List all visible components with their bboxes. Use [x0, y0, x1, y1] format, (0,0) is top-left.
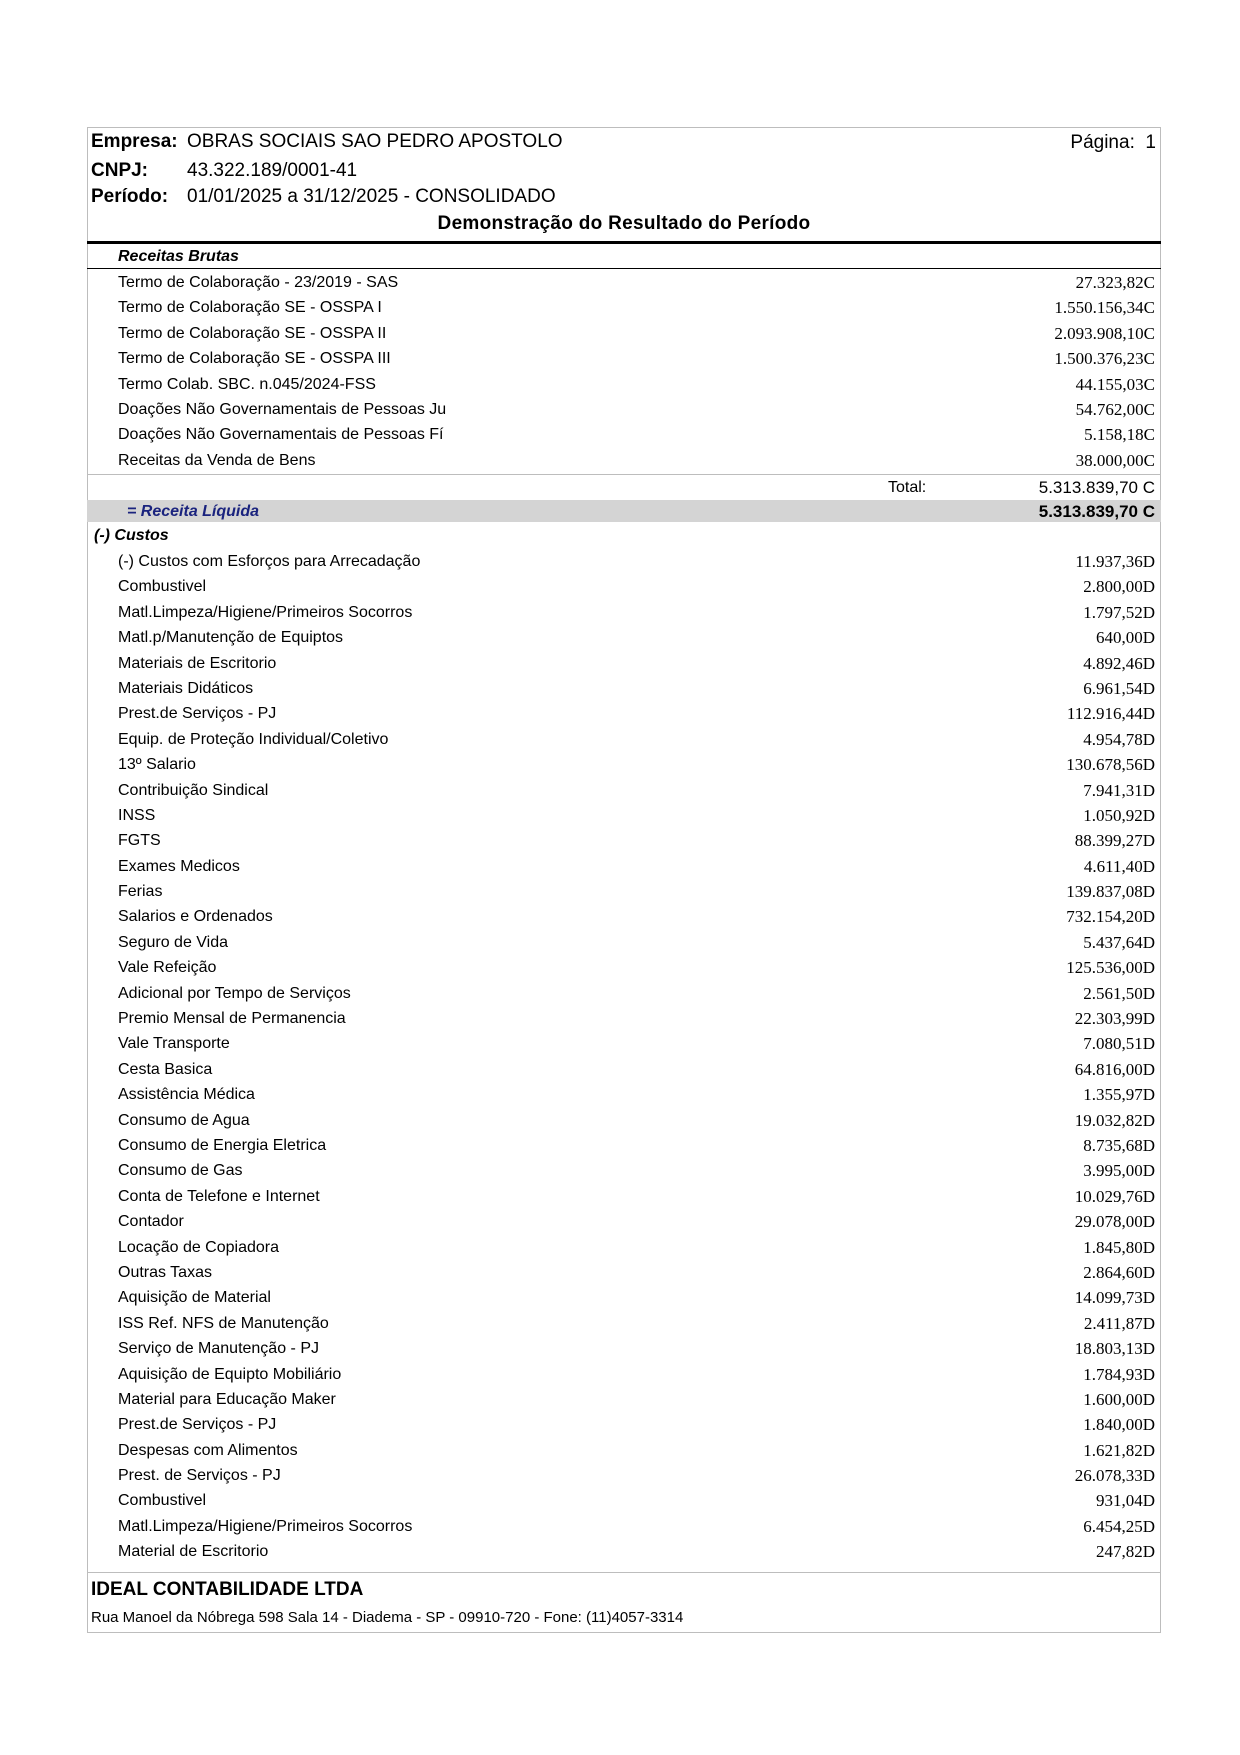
custo-label: 13º Salario: [118, 756, 196, 774]
custo-label: Combustivel: [118, 1492, 207, 1510]
custo-dc-flag: D: [1142, 628, 1155, 648]
receita-dc-flag: C: [1143, 425, 1155, 445]
receita-liquida-row: [87, 500, 1161, 522]
receita-amount: 2.093.908,10: [1054, 323, 1144, 343]
custo-dc-flag: D: [1142, 577, 1155, 597]
custo-amount: 125.536,00: [1066, 958, 1143, 978]
receitas-heading: Receitas Brutas: [118, 248, 239, 265]
custo-amount: 3.995,00: [1083, 1161, 1143, 1181]
custo-row: [87, 1057, 1161, 1082]
custo-row: [87, 1108, 1161, 1133]
receita-label: Termo Colab. SBC. n.045/2024-FSS: [118, 375, 376, 393]
custo-label: Matl.Limpeza/Higiene/Primeiros Socorros: [118, 1517, 413, 1535]
custo-amount: 1.050,92: [1083, 805, 1143, 825]
custo-label: FGTS: [118, 832, 161, 850]
receita-amount: 44.155,03: [1075, 374, 1144, 394]
custo-row: [87, 1387, 1161, 1412]
custo-value: [1075, 1060, 1155, 1080]
custo-row: [87, 574, 1161, 599]
custo-row: [87, 600, 1161, 625]
custo-dc-flag: D: [1142, 1542, 1155, 1562]
receita-row: [87, 295, 1161, 320]
custo-amount: 2.864,60: [1083, 1262, 1143, 1282]
receita-row: [87, 448, 1161, 473]
custo-amount: 6.961,54: [1083, 678, 1143, 698]
custo-amount: 2.800,00: [1083, 577, 1143, 597]
custo-value: [1084, 1314, 1155, 1334]
custo-value: [1083, 1161, 1155, 1181]
custo-dc-flag: D: [1142, 1288, 1155, 1308]
custo-dc-flag: D: [1142, 1516, 1155, 1536]
custo-label: Aquisição de Equipto Mobiliário: [118, 1365, 342, 1383]
empresa-label: Empresa:: [91, 131, 178, 152]
custo-dc-flag: D: [1142, 1009, 1155, 1029]
custo-label: Locação de Copiadora: [118, 1238, 280, 1256]
custo-value: [1096, 628, 1155, 648]
custo-value: [1066, 755, 1155, 775]
custo-row: [87, 778, 1161, 803]
custo-value: [1083, 1034, 1155, 1054]
custo-dc-flag: D: [1142, 552, 1155, 571]
custo-label: Consumo de Gas: [118, 1162, 243, 1180]
custo-amount: 732.154,20: [1066, 907, 1143, 927]
custo-value: [1075, 552, 1155, 572]
report-title: Demonstração do Resultado do Período: [437, 213, 811, 234]
custo-row: [87, 981, 1161, 1006]
custo-label: ISS Ref. NFS de Manutenção: [118, 1314, 329, 1332]
receita-row: [87, 270, 1161, 295]
custo-value: [1083, 984, 1155, 1004]
custo-amount: 247,82: [1095, 1542, 1143, 1562]
receita-dc-flag: C: [1143, 323, 1155, 343]
receita-amount: 1.550.156,34: [1054, 298, 1144, 318]
receita-value: [1054, 324, 1155, 344]
custo-row: [87, 1438, 1161, 1463]
custo-row: [87, 879, 1161, 904]
custo-amount: 1.600,00: [1083, 1389, 1143, 1409]
custo-label: Contribuição Sindical: [118, 781, 269, 799]
receita-label: Termo de Colaboração SE - OSSPA III: [118, 350, 391, 368]
custo-row: [87, 1209, 1161, 1234]
custo-value: [1083, 1390, 1155, 1410]
custo-value: [1083, 933, 1155, 953]
receita-label: Termo de Colaboração SE - OSSPA I: [118, 299, 382, 317]
custo-value: [1083, 806, 1155, 826]
receita-amount: 54.762,00: [1075, 399, 1144, 419]
custo-row: [87, 1235, 1161, 1260]
custo-row: [87, 1362, 1161, 1387]
receita-row: [87, 346, 1161, 371]
custo-label: Outras Taxas: [118, 1263, 212, 1281]
custo-dc-flag: D: [1142, 1237, 1155, 1257]
custo-label: INSS: [118, 806, 156, 824]
custo-dc-flag: D: [1142, 780, 1155, 800]
custo-amount: 10.029,76: [1074, 1186, 1143, 1206]
custo-label: Vale Transporte: [118, 1035, 230, 1053]
footer-company: IDEAL CONTABILIDADE LTDA: [91, 1579, 364, 1600]
receita-label: Termo de Colaboração - 23/2019 - SAS: [118, 274, 399, 291]
custo-row: [87, 1539, 1161, 1564]
custo-dc-flag: D: [1142, 1262, 1155, 1282]
custo-amount: 26.078,33: [1074, 1466, 1143, 1486]
custo-row: [87, 1285, 1161, 1310]
receita-dc-flag: C: [1143, 273, 1155, 292]
custo-value: [1083, 1085, 1155, 1105]
custo-amount: 4.611,40: [1083, 856, 1143, 876]
custo-label: Materiais Didáticos: [118, 679, 254, 697]
custo-label: Conta de Telefone e Internet: [118, 1187, 320, 1205]
receita-value: [1076, 451, 1155, 471]
custo-amount: 130.678,56: [1066, 755, 1143, 775]
custo-row: [87, 1158, 1161, 1183]
custo-value: [1083, 603, 1155, 623]
custo-value: [1075, 831, 1155, 851]
custo-label: Prest.de Serviços - PJ: [118, 705, 277, 723]
custo-amount: 4.954,78: [1083, 729, 1143, 749]
custo-dc-flag: D: [1142, 653, 1155, 673]
custo-dc-flag: D: [1142, 704, 1155, 724]
receita-amount: 5.158,18: [1084, 425, 1144, 445]
custo-amount: 4.892,46: [1083, 653, 1143, 673]
custo-amount: 1.355,97: [1083, 1085, 1143, 1105]
custo-dc-flag: D: [1142, 958, 1155, 978]
custos-list: [87, 549, 1161, 1565]
custo-dc-flag: D: [1142, 1389, 1155, 1409]
pagina-label: Página:: [1070, 132, 1135, 153]
custo-dc-flag: D: [1142, 1186, 1155, 1206]
custo-amount: 19.032,82: [1074, 1110, 1143, 1130]
receita-label: Termo de Colaboração SE - OSSPA II: [118, 324, 387, 342]
custo-amount: 931,04: [1095, 1491, 1143, 1511]
receita-label: Doações Não Governamentais de Pessoas Fí: [118, 426, 444, 444]
custo-label: Adicional por Tempo de Serviços: [118, 984, 351, 1002]
custo-dc-flag: D: [1142, 678, 1155, 698]
custo-amount: 14.099,73: [1074, 1288, 1143, 1308]
custo-value: [1083, 1263, 1155, 1283]
custo-label: Consumo de Energia Eletrica: [118, 1136, 327, 1154]
custo-row: [87, 752, 1161, 777]
receita-amount: 27.323,82: [1075, 273, 1144, 292]
custo-dc-flag: D: [1142, 1364, 1155, 1384]
custo-value: [1083, 1415, 1155, 1435]
custo-row: [87, 1184, 1161, 1209]
custo-value: [1096, 1542, 1155, 1562]
periodo-label: Período:: [91, 186, 169, 207]
custo-label: Combustivel: [118, 578, 207, 596]
receita-row: [87, 397, 1161, 422]
custo-value: [1083, 1238, 1155, 1258]
custo-dc-flag: D: [1142, 1161, 1155, 1181]
custo-dc-flag: D: [1142, 1212, 1155, 1232]
custo-amount: 5.437,64: [1083, 932, 1143, 952]
custo-value: [1083, 1517, 1155, 1537]
custo-label: Materiais de Escritorio: [118, 654, 277, 672]
custo-row: [87, 701, 1161, 726]
custo-amount: 29.078,00: [1074, 1212, 1143, 1232]
custo-amount: 112.916,44: [1066, 704, 1143, 724]
receita-amount: 1.500.376,23: [1054, 349, 1144, 369]
receita-value: [1076, 400, 1155, 420]
custo-amount: 2.561,50: [1083, 983, 1143, 1003]
custo-row: [87, 1514, 1161, 1539]
empresa-value: OBRAS SOCIAIS SAO PEDRO APOSTOLO: [187, 131, 563, 152]
custo-label: Cesta Basica: [118, 1060, 213, 1078]
cnpj-label: CNPJ:: [91, 160, 149, 181]
custo-row: [87, 930, 1161, 955]
empresa-row: [91, 131, 563, 153]
custo-row: [87, 1260, 1161, 1285]
title-divider: [87, 241, 1161, 244]
custo-amount: 139.837,08: [1066, 882, 1143, 902]
custo-label: Despesas com Alimentos: [118, 1441, 298, 1459]
custo-label: (-) Custos com Esforços para Arrecadação: [118, 553, 421, 570]
receita-value: [1076, 375, 1155, 395]
custo-label: Matl.p/Manutenção de Equiptos: [118, 629, 344, 647]
custo-amount: 18.803,13: [1074, 1339, 1143, 1359]
custo-label: Vale Refeição: [118, 959, 217, 977]
custo-amount: 8.735,68: [1083, 1135, 1143, 1155]
custo-label: Serviço de Manutenção - PJ: [118, 1340, 319, 1358]
custo-amount: 1.621,82: [1083, 1440, 1143, 1460]
receita-value: [1084, 425, 1155, 445]
cnpj-row: [91, 160, 358, 182]
custo-dc-flag: D: [1142, 1466, 1155, 1486]
custo-value: [1096, 1491, 1155, 1511]
custo-dc-flag: D: [1142, 755, 1155, 775]
receita-label: Doações Não Governamentais de Pessoas Ju: [118, 400, 447, 418]
custo-row: [87, 854, 1161, 879]
custo-value: [1075, 1339, 1155, 1359]
total-value: 5.313.839,70 C: [1038, 478, 1155, 497]
custo-label: Prest. de Serviços - PJ: [118, 1467, 281, 1485]
receita-dc-flag: C: [1143, 349, 1155, 369]
receita-dc-flag: C: [1143, 298, 1155, 318]
custo-dc-flag: D: [1142, 907, 1155, 927]
receita-liquida-value: 5.313.839,70 C: [1038, 502, 1155, 521]
custo-amount: 88.399,27: [1074, 831, 1143, 851]
receita-dc-flag: C: [1143, 374, 1155, 394]
custo-row: [87, 1336, 1161, 1361]
custo-value: [1083, 730, 1155, 750]
custo-row: [87, 1006, 1161, 1031]
custo-row: [87, 1412, 1161, 1437]
custo-label: Ferias: [118, 883, 163, 901]
custo-dc-flag: D: [1142, 856, 1155, 876]
receitas-list: [87, 270, 1161, 473]
receita-value: [1054, 349, 1155, 369]
custo-value: [1066, 882, 1155, 902]
custo-amount: 1.845,80: [1083, 1237, 1143, 1257]
custo-dc-flag: D: [1142, 882, 1155, 902]
custo-label: Material de Escritorio: [118, 1543, 269, 1561]
custo-row: [87, 651, 1161, 676]
custo-dc-flag: D: [1142, 1440, 1155, 1460]
custo-dc-flag: D: [1142, 831, 1155, 851]
page-number: [1070, 132, 1156, 154]
custos-heading: (-) Custos: [94, 527, 169, 544]
custo-dc-flag: D: [1142, 1034, 1155, 1054]
custo-label: Salarios e Ordenados: [118, 908, 273, 926]
custo-row: [87, 1463, 1161, 1488]
custo-label: Premio Mensal de Permanencia: [118, 1010, 346, 1028]
custo-value: [1075, 1212, 1155, 1232]
custo-value: [1083, 1136, 1155, 1156]
cnpj-value: 43.322.189/0001-41: [187, 160, 358, 181]
custo-row: [87, 1311, 1161, 1336]
receita-row: [87, 321, 1161, 346]
custo-amount: 1.797,52: [1083, 602, 1143, 622]
periodo-row: [91, 186, 556, 208]
custo-value: [1083, 1441, 1155, 1461]
custo-dc-flag: D: [1142, 1110, 1155, 1130]
custo-value: [1075, 1009, 1155, 1029]
custo-dc-flag: D: [1142, 1059, 1155, 1079]
receita-value: [1076, 273, 1155, 293]
custo-label: Material para Educação Maker: [118, 1390, 336, 1408]
receita-liquida-label: = Receita Líquida: [127, 503, 260, 520]
custo-dc-flag: D: [1142, 805, 1155, 825]
custo-dc-flag: D: [1142, 729, 1155, 749]
custo-row: [87, 676, 1161, 701]
custo-amount: 6.454,25: [1083, 1516, 1143, 1536]
custo-value: [1083, 577, 1155, 597]
custo-amount: 7.941,31: [1083, 780, 1143, 800]
custo-value: [1075, 1111, 1155, 1131]
custo-value: [1067, 704, 1155, 724]
custo-label: Assistência Médica: [118, 1086, 255, 1104]
custo-row: [87, 625, 1161, 650]
receitas-heading-divider: [87, 268, 1161, 269]
custo-value: [1075, 1288, 1155, 1308]
custo-row: [87, 1488, 1161, 1513]
custo-dc-flag: D: [1142, 983, 1155, 1003]
custo-amount: 7.080,51: [1083, 1034, 1143, 1054]
custo-value: [1066, 958, 1155, 978]
custo-label: Matl.Limpeza/Higiene/Primeiros Socorros: [118, 603, 413, 621]
custo-value: [1075, 1466, 1155, 1486]
custo-value: [1083, 654, 1155, 674]
custo-amount: 64.816,00: [1074, 1059, 1143, 1079]
receita-amount: 38.000,00: [1075, 450, 1144, 470]
custo-amount: 2.411,87: [1083, 1313, 1143, 1333]
receita-dc-flag: C: [1143, 450, 1155, 470]
custo-label: Seguro de Vida: [118, 933, 229, 951]
custo-dc-flag: D: [1142, 1313, 1155, 1333]
custo-value: [1075, 1187, 1155, 1207]
custo-amount: 11.937,36: [1075, 552, 1143, 571]
custo-row: [87, 955, 1161, 980]
custo-dc-flag: D: [1142, 602, 1155, 622]
custo-value: [1083, 1365, 1155, 1385]
total-label: Total:: [888, 479, 927, 496]
receita-dc-flag: C: [1143, 399, 1155, 419]
custo-row: [87, 1031, 1161, 1056]
footer-divider: [87, 1572, 1161, 1573]
custo-label: Equip. de Proteção Individual/Coletivo: [118, 730, 389, 748]
pagina-value: 1: [1145, 132, 1156, 153]
receitas-total-row: [87, 474, 1161, 500]
custo-amount: 1.840,00: [1083, 1415, 1143, 1435]
custo-row: [87, 803, 1161, 828]
custo-dc-flag: D: [1142, 1085, 1155, 1105]
custo-dc-flag: D: [1142, 1415, 1155, 1435]
custo-dc-flag: D: [1142, 1339, 1155, 1359]
custo-label: Contador: [118, 1213, 184, 1231]
custo-row: [87, 904, 1161, 929]
custo-dc-flag: D: [1142, 932, 1155, 952]
custo-value: [1083, 781, 1155, 801]
custo-value: [1066, 907, 1155, 927]
custo-value: [1083, 679, 1155, 699]
custo-row: [87, 549, 1161, 574]
receita-label: Receitas da Venda de Bens: [118, 451, 316, 469]
receita-row: [87, 372, 1161, 397]
receita-row: [87, 422, 1161, 447]
footer-address: Rua Manoel da Nóbrega 598 Sala 14 - Diadema - SP - 09910-720 - Fone: (11)4057-3314: [91, 1609, 684, 1626]
custo-label: Aquisição de Material: [118, 1289, 271, 1307]
custo-row: [87, 1082, 1161, 1107]
receita-value: [1054, 298, 1155, 318]
custo-row: [87, 828, 1161, 853]
custo-row: [87, 1133, 1161, 1158]
custo-row: [87, 727, 1161, 752]
custo-dc-flag: D: [1142, 1491, 1155, 1511]
custo-amount: 22.303,99: [1074, 1009, 1143, 1029]
periodo-value: 01/01/2025 a 31/12/2025 - CONSOLIDADO: [187, 186, 556, 207]
custo-label: Prest.de Serviços - PJ: [118, 1416, 277, 1434]
custo-label: Consumo de Agua: [118, 1111, 250, 1129]
custo-value: [1084, 857, 1155, 877]
custo-label: Exames Medicos: [118, 857, 240, 875]
custo-amount: 640,00: [1095, 628, 1143, 648]
custo-amount: 1.784,93: [1083, 1364, 1143, 1384]
custo-dc-flag: D: [1142, 1135, 1155, 1155]
